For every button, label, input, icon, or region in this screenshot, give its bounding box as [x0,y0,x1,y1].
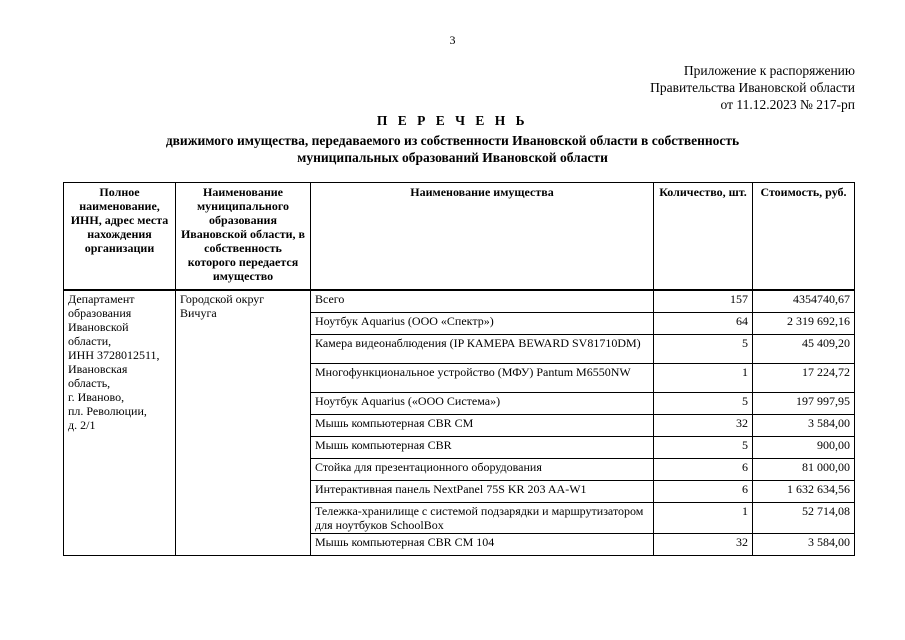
subtitle-line-2: муниципальных образований Ивановской области [297,150,608,165]
organization-line: область, [68,376,111,390]
page-number: 3 [449,33,456,47]
quantity-cell: 6 [654,459,753,481]
organization-line: ИНН 3728012511, [68,348,160,362]
quantity-cell: 5 [654,393,753,415]
appendix-line-2: Правительства Ивановской области [650,80,855,95]
property-table [63,182,855,556]
property-name-cell: Мышь компьютерная CBR CM 104 [311,534,654,556]
quantity-cell: 6 [654,481,753,503]
appendix-reference [650,62,855,113]
property-name-cell: Мышь компьютерная CBR CM [311,415,654,437]
property-name-cell: Многофункциональное устройство (МФУ) Pantum M6550NW [311,364,654,393]
organization-line: г. Иваново, [68,390,125,404]
header-quantity: Количество, шт. [654,183,753,291]
quantity-cell: 5 [654,437,753,459]
organization-line: Ивановской [68,320,129,334]
organization-line: области, [68,334,112,348]
appendix-line-1: Приложение к распоряжению [683,63,855,78]
municipality-cell [176,290,311,556]
cost-cell: 81 000,00 [753,459,855,481]
document-subtitle [100,132,805,166]
organization-line: Ивановская [68,362,128,376]
property-name-cell: Ноутбук Aquarius («ООО Система») [311,393,654,415]
header-property-name: Наименование имущества [311,183,654,291]
cost-cell: 3 584,00 [753,415,855,437]
quantity-cell: 157 [654,290,753,313]
property-name-cell: Мышь компьютерная CBR [311,437,654,459]
property-name-cell: Стойка для презентационного оборудования [311,459,654,481]
table-row [64,290,855,313]
header-organization: Полное наименование, ИНН, адрес места нахождения организации [64,183,176,291]
organization-line: Департамент [68,292,135,306]
property-name-cell: Камера видеонаблюдения (IP КАМЕРА BEWARD SV81710DM) [311,335,654,364]
property-name-cell: Тележка-хранилище с системой подзарядки и маршрутизатором для ноутбуков SchoolBox [311,503,654,534]
organization-line: пл. Революции, [68,404,147,418]
cost-cell: 2 319 692,16 [753,313,855,335]
cost-cell: 17 224,72 [753,364,855,393]
property-name-cell: Ноутбук Aquarius (ООО «Спектр») [311,313,654,335]
cost-cell: 900,00 [753,437,855,459]
subtitle-line-1: движимого имущества, передаваемого из собственности Ивановской области в собственность [165,133,740,148]
appendix-line-3: от 11.12.2023 № 217-рп [720,97,855,112]
organization-line: образования [68,306,132,320]
quantity-cell: 64 [654,313,753,335]
municipality-line: Городской округ [180,292,265,306]
cost-cell: 1 632 634,56 [753,481,855,503]
quantity-cell: 5 [654,335,753,364]
quantity-cell: 32 [654,415,753,437]
cost-cell: 3 584,00 [753,534,855,556]
property-name-cell: Интерактивная панель NextPanel 75S KR 203 AA-W1 [311,481,654,503]
document-title: П Е Р Е Ч Е Н Ь [376,113,529,128]
municipality-line: Вичуга [180,306,217,320]
quantity-cell: 1 [654,364,753,393]
header-cost: Стоимость, руб. [753,183,855,291]
property-name-cell: Всего [311,290,654,313]
cost-cell: 197 997,95 [753,393,855,415]
header-municipality: Наименование муниципального образования Ивановской области, в собственность которого передается имущество [176,183,311,291]
cost-cell: 45 409,20 [753,335,855,364]
organization-line: д. 2/1 [68,418,96,432]
cost-cell: 52 714,08 [753,503,855,534]
quantity-cell: 32 [654,534,753,556]
table-body [64,290,855,556]
organization-cell [64,290,176,556]
table-header-row [64,183,855,291]
cost-cell: 4354740,67 [753,290,855,313]
quantity-cell: 1 [654,503,753,534]
